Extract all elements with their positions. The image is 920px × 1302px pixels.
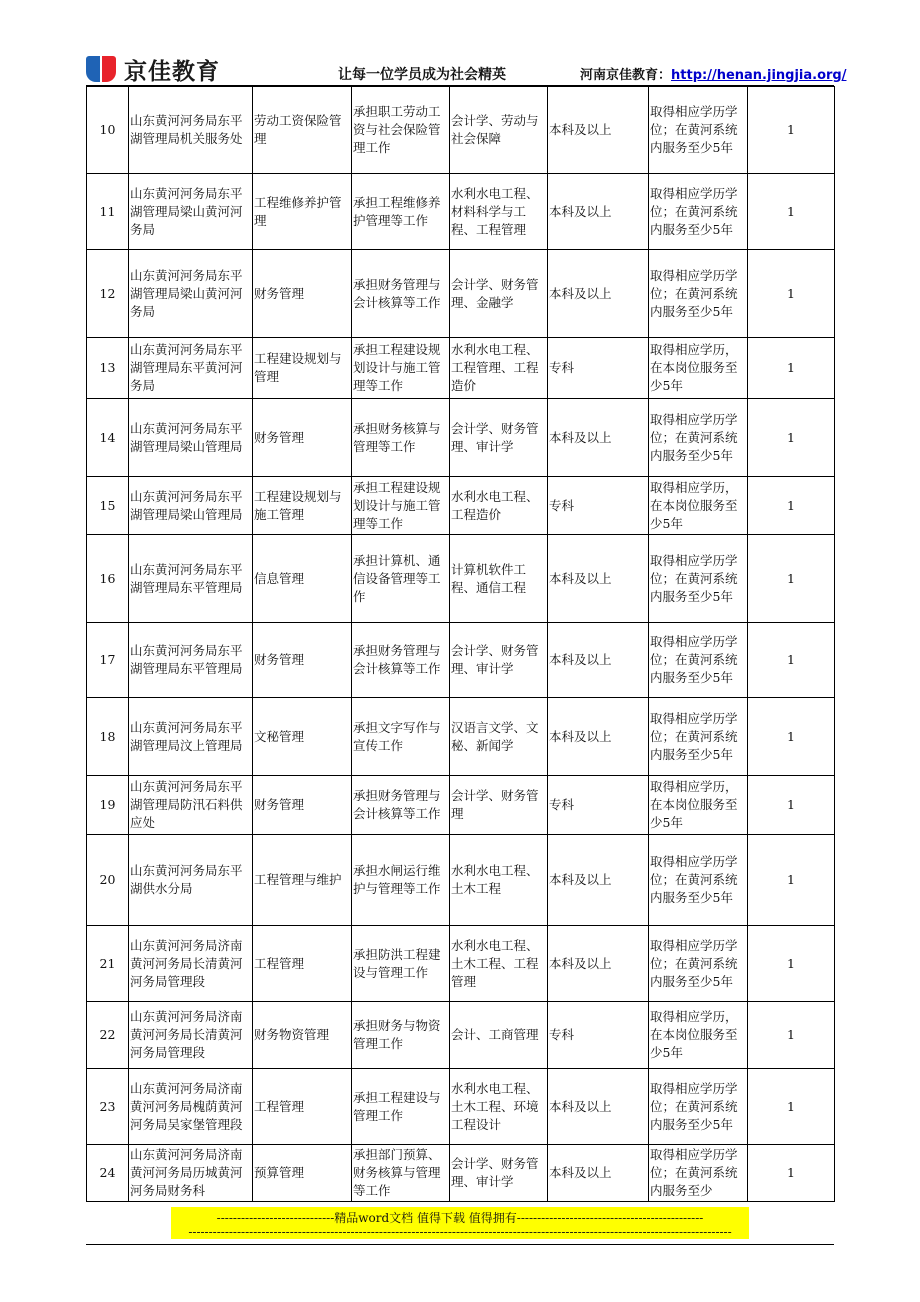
duty-cell: 承担财务管理与会计核算等工作 [352,776,450,835]
unit-cell: 山东黄河河务局东平湖管理局梁山黄河河务局 [129,174,253,250]
position-cell: 文秘管理 [253,698,352,776]
education-cell: 本科及以上 [548,250,649,338]
position-cell: 财务管理 [253,399,352,477]
major-cell: 会计、工商管理 [450,1002,548,1069]
table-row [87,623,835,698]
count-cell: 1 [748,1002,835,1069]
unit-cell: 山东黄河河务局东平湖管理局东平管理局 [129,535,253,623]
requirement-cell: 取得相应学历学位；在黄河系统内服务至少5年 [649,926,748,1002]
duty-cell: 承担文字写作与宣传工作 [352,698,450,776]
duty-cell: 承担防洪工程建设与管理工作 [352,926,450,1002]
count-cell: 1 [748,477,835,535]
major-cell: 会计学、劳动与社会保障 [450,87,548,174]
row-number: 20 [87,835,129,926]
duty-cell: 承担计算机、通信设备管理等工作 [352,535,450,623]
position-cell: 信息管理 [253,535,352,623]
education-cell: 本科及以上 [548,623,649,698]
requirement-cell: 取得相应学历学位；在黄河系统内服务至少5年 [649,399,748,477]
unit-cell: 山东黄河河务局济南黄河河务局长清黄河河务局管理段 [129,1002,253,1069]
count-cell: 1 [748,1069,835,1145]
count-cell: 1 [748,174,835,250]
requirement-cell: 取得相应学历学位；在黄河系统内服务至少5年 [649,174,748,250]
position-cell: 工程管理与维护 [253,835,352,926]
duty-cell: 承担水闸运行维护与管理等工作 [352,835,450,926]
education-cell: 本科及以上 [548,1069,649,1145]
education-cell: 专科 [548,477,649,535]
site-label: 河南京佳教育： [580,68,672,83]
count-cell: 1 [748,1145,835,1202]
unit-cell: 山东黄河河务局东平湖管理局梁山管理局 [129,477,253,535]
requirement-cell: 取得相应学历，在本岗位服务至少5年 [649,338,748,399]
table-row [87,776,835,835]
education-cell: 专科 [548,338,649,399]
position-cell: 工程建设规划与管理 [253,338,352,399]
table-row [87,87,835,174]
major-cell: 水利水电工程、材料科学与工程、工程管理 [450,174,548,250]
education-cell: 本科及以上 [548,399,649,477]
position-cell: 工程管理 [253,926,352,1002]
position-cell: 财务管理 [253,250,352,338]
footer-divider [86,1244,834,1245]
requirement-cell: 取得相应学历，在本岗位服务至少5年 [649,776,748,835]
count-cell: 1 [748,835,835,926]
table-row [87,1069,835,1145]
requirement-cell: 取得相应学历学位；在黄河系统内服务至少5年 [649,698,748,776]
major-cell: 水利水电工程、工程管理、工程造价 [450,338,548,399]
education-cell: 专科 [548,776,649,835]
site-link[interactable]: http://henan.jingjia.org/ [671,68,847,83]
page-header [86,52,847,86]
row-number: 12 [87,250,129,338]
position-cell: 工程建设规划与施工管理 [253,477,352,535]
position-cell: 工程管理 [253,1069,352,1145]
table-row [87,926,835,1002]
education-cell: 本科及以上 [548,926,649,1002]
position-cell: 工程维修养护管理 [253,174,352,250]
row-number: 10 [87,87,129,174]
duty-cell: 承担工程维修养护管理等工作 [352,174,450,250]
major-cell: 汉语言文学、文秘、新闻学 [450,698,548,776]
requirement-cell: 取得相应学历学位；在黄河系统内服务至少5年 [649,250,748,338]
row-number: 21 [87,926,129,1002]
position-cell: 财务管理 [253,776,352,835]
unit-cell: 山东黄河河务局济南黄河河务局历城黄河河务局财务科 [129,1145,253,1202]
row-number: 22 [87,1002,129,1069]
row-number: 13 [87,338,129,399]
row-number: 19 [87,776,129,835]
table-row [87,835,835,926]
requirement-cell: 取得相应学历学位；在黄河系统内服务至少5年 [649,535,748,623]
duty-cell: 承担部门预算、财务核算与管理等工作 [352,1145,450,1202]
requirement-cell: 取得相应学历学位；在黄河系统内服务至少 [649,1145,748,1202]
logo-text: 京佳教育 [124,58,220,85]
unit-cell: 山东黄河河务局东平湖管理局东平管理局 [129,623,253,698]
row-number: 24 [87,1145,129,1202]
unit-cell: 山东黄河河务局东平湖供水分局 [129,835,253,926]
count-cell: 1 [748,399,835,477]
unit-cell: 山东黄河河务局济南黄河河务局槐荫黄河河务局吴家堡管理段 [129,1069,253,1145]
duty-cell: 承担工程建设规划设计与施工管理等工作 [352,338,450,399]
unit-cell: 山东黄河河务局东平湖管理局梁山黄河河务局 [129,250,253,338]
count-cell: 1 [748,338,835,399]
major-cell: 水利水电工程、工程造价 [450,477,548,535]
table-row [87,1145,835,1202]
major-cell: 水利水电工程、土木工程、环境工程设计 [450,1069,548,1145]
unit-cell: 山东黄河河务局济南黄河河务局长清黄河河务局管理段 [129,926,253,1002]
count-cell: 1 [748,250,835,338]
education-cell: 专科 [548,1002,649,1069]
row-number: 17 [87,623,129,698]
position-cell: 财务管理 [253,623,352,698]
position-cell: 劳动工资保险管理 [253,87,352,174]
requirement-cell: 取得相应学历，在本岗位服务至少5年 [649,477,748,535]
duty-cell: 承担财务管理与会计核算等工作 [352,623,450,698]
requirement-cell: 取得相应学历学位；在黄河系统内服务至少5年 [649,623,748,698]
unit-cell: 山东黄河河务局东平湖管理局防汛石料供应处 [129,776,253,835]
count-cell: 1 [748,87,835,174]
count-cell: 1 [748,535,835,623]
row-number: 11 [87,174,129,250]
unit-cell: 山东黄河河务局东平湖管理局东平黄河河务局 [129,338,253,399]
table-row [87,535,835,623]
requirement-cell: 取得相应学历学位；在黄河系统内服务至少5年 [649,87,748,174]
table-row [87,250,835,338]
education-cell: 本科及以上 [548,835,649,926]
education-cell: 本科及以上 [548,174,649,250]
requirement-cell: 取得相应学历学位；在黄河系统内服务至少5年 [649,1069,748,1145]
footer-line-1: -----------------------------精品word文档 值得下载 值得拥有---------------------------------------------- [216,1211,704,1225]
table-row [87,338,835,399]
unit-cell: 山东黄河河务局东平湖管理局梁山管理局 [129,399,253,477]
major-cell: 会计学、财务管理 [450,776,548,835]
row-number: 18 [87,698,129,776]
duty-cell: 承担工程建设规划设计与施工管理等工作 [352,477,450,535]
header-slogan: 让每一位学员成为社会精英 [338,67,506,83]
count-cell: 1 [748,776,835,835]
major-cell: 水利水电工程、土木工程、工程管理 [450,926,548,1002]
position-cell: 财务物资管理 [253,1002,352,1069]
major-cell: 水利水电工程、土木工程 [450,835,548,926]
table-row [87,399,835,477]
major-cell: 会计学、财务管理、金融学 [450,250,548,338]
duty-cell: 承担财务与物资管理工作 [352,1002,450,1069]
count-cell: 1 [748,926,835,1002]
positions-table [86,86,835,1202]
major-cell: 会计学、财务管理、审计学 [450,1145,548,1202]
major-cell: 会计学、财务管理、审计学 [450,399,548,477]
position-cell: 预算管理 [253,1145,352,1202]
count-cell: 1 [748,698,835,776]
education-cell: 本科及以上 [548,87,649,174]
requirement-cell: 取得相应学历，在本岗位服务至少5年 [649,1002,748,1069]
duty-cell: 承担工程建设与管理工作 [352,1069,450,1145]
unit-cell: 山东黄河河务局东平湖管理局机关服务处 [129,87,253,174]
count-cell: 1 [748,623,835,698]
row-number: 15 [87,477,129,535]
major-cell: 会计学、财务管理、审计学 [450,623,548,698]
header-site [580,64,846,83]
education-cell: 本科及以上 [548,1145,649,1202]
requirement-cell: 取得相应学历学位；在黄河系统内服务至少5年 [649,835,748,926]
education-cell: 本科及以上 [548,535,649,623]
row-number: 14 [87,399,129,477]
row-number: 23 [87,1069,129,1145]
brand-logo [86,54,220,84]
table-row [87,477,835,535]
table-row [87,698,835,776]
major-cell: 计算机软件工程、通信工程 [450,535,548,623]
duty-cell: 承担职工劳动工资与社会保险管理工作 [352,87,450,174]
education-cell: 本科及以上 [548,698,649,776]
unit-cell: 山东黄河河务局东平湖管理局汶上管理局 [129,698,253,776]
duty-cell: 承担财务核算与管理等工作 [352,399,450,477]
table-row [87,174,835,250]
duty-cell: 承担财务管理与会计核算等工作 [352,250,450,338]
table-row [87,1002,835,1069]
row-number: 16 [87,535,129,623]
logo-mark-icon [86,56,118,82]
footer-line-2: -------------------------------------------------------------------------------------------------------------------------------------- [188,1225,732,1239]
